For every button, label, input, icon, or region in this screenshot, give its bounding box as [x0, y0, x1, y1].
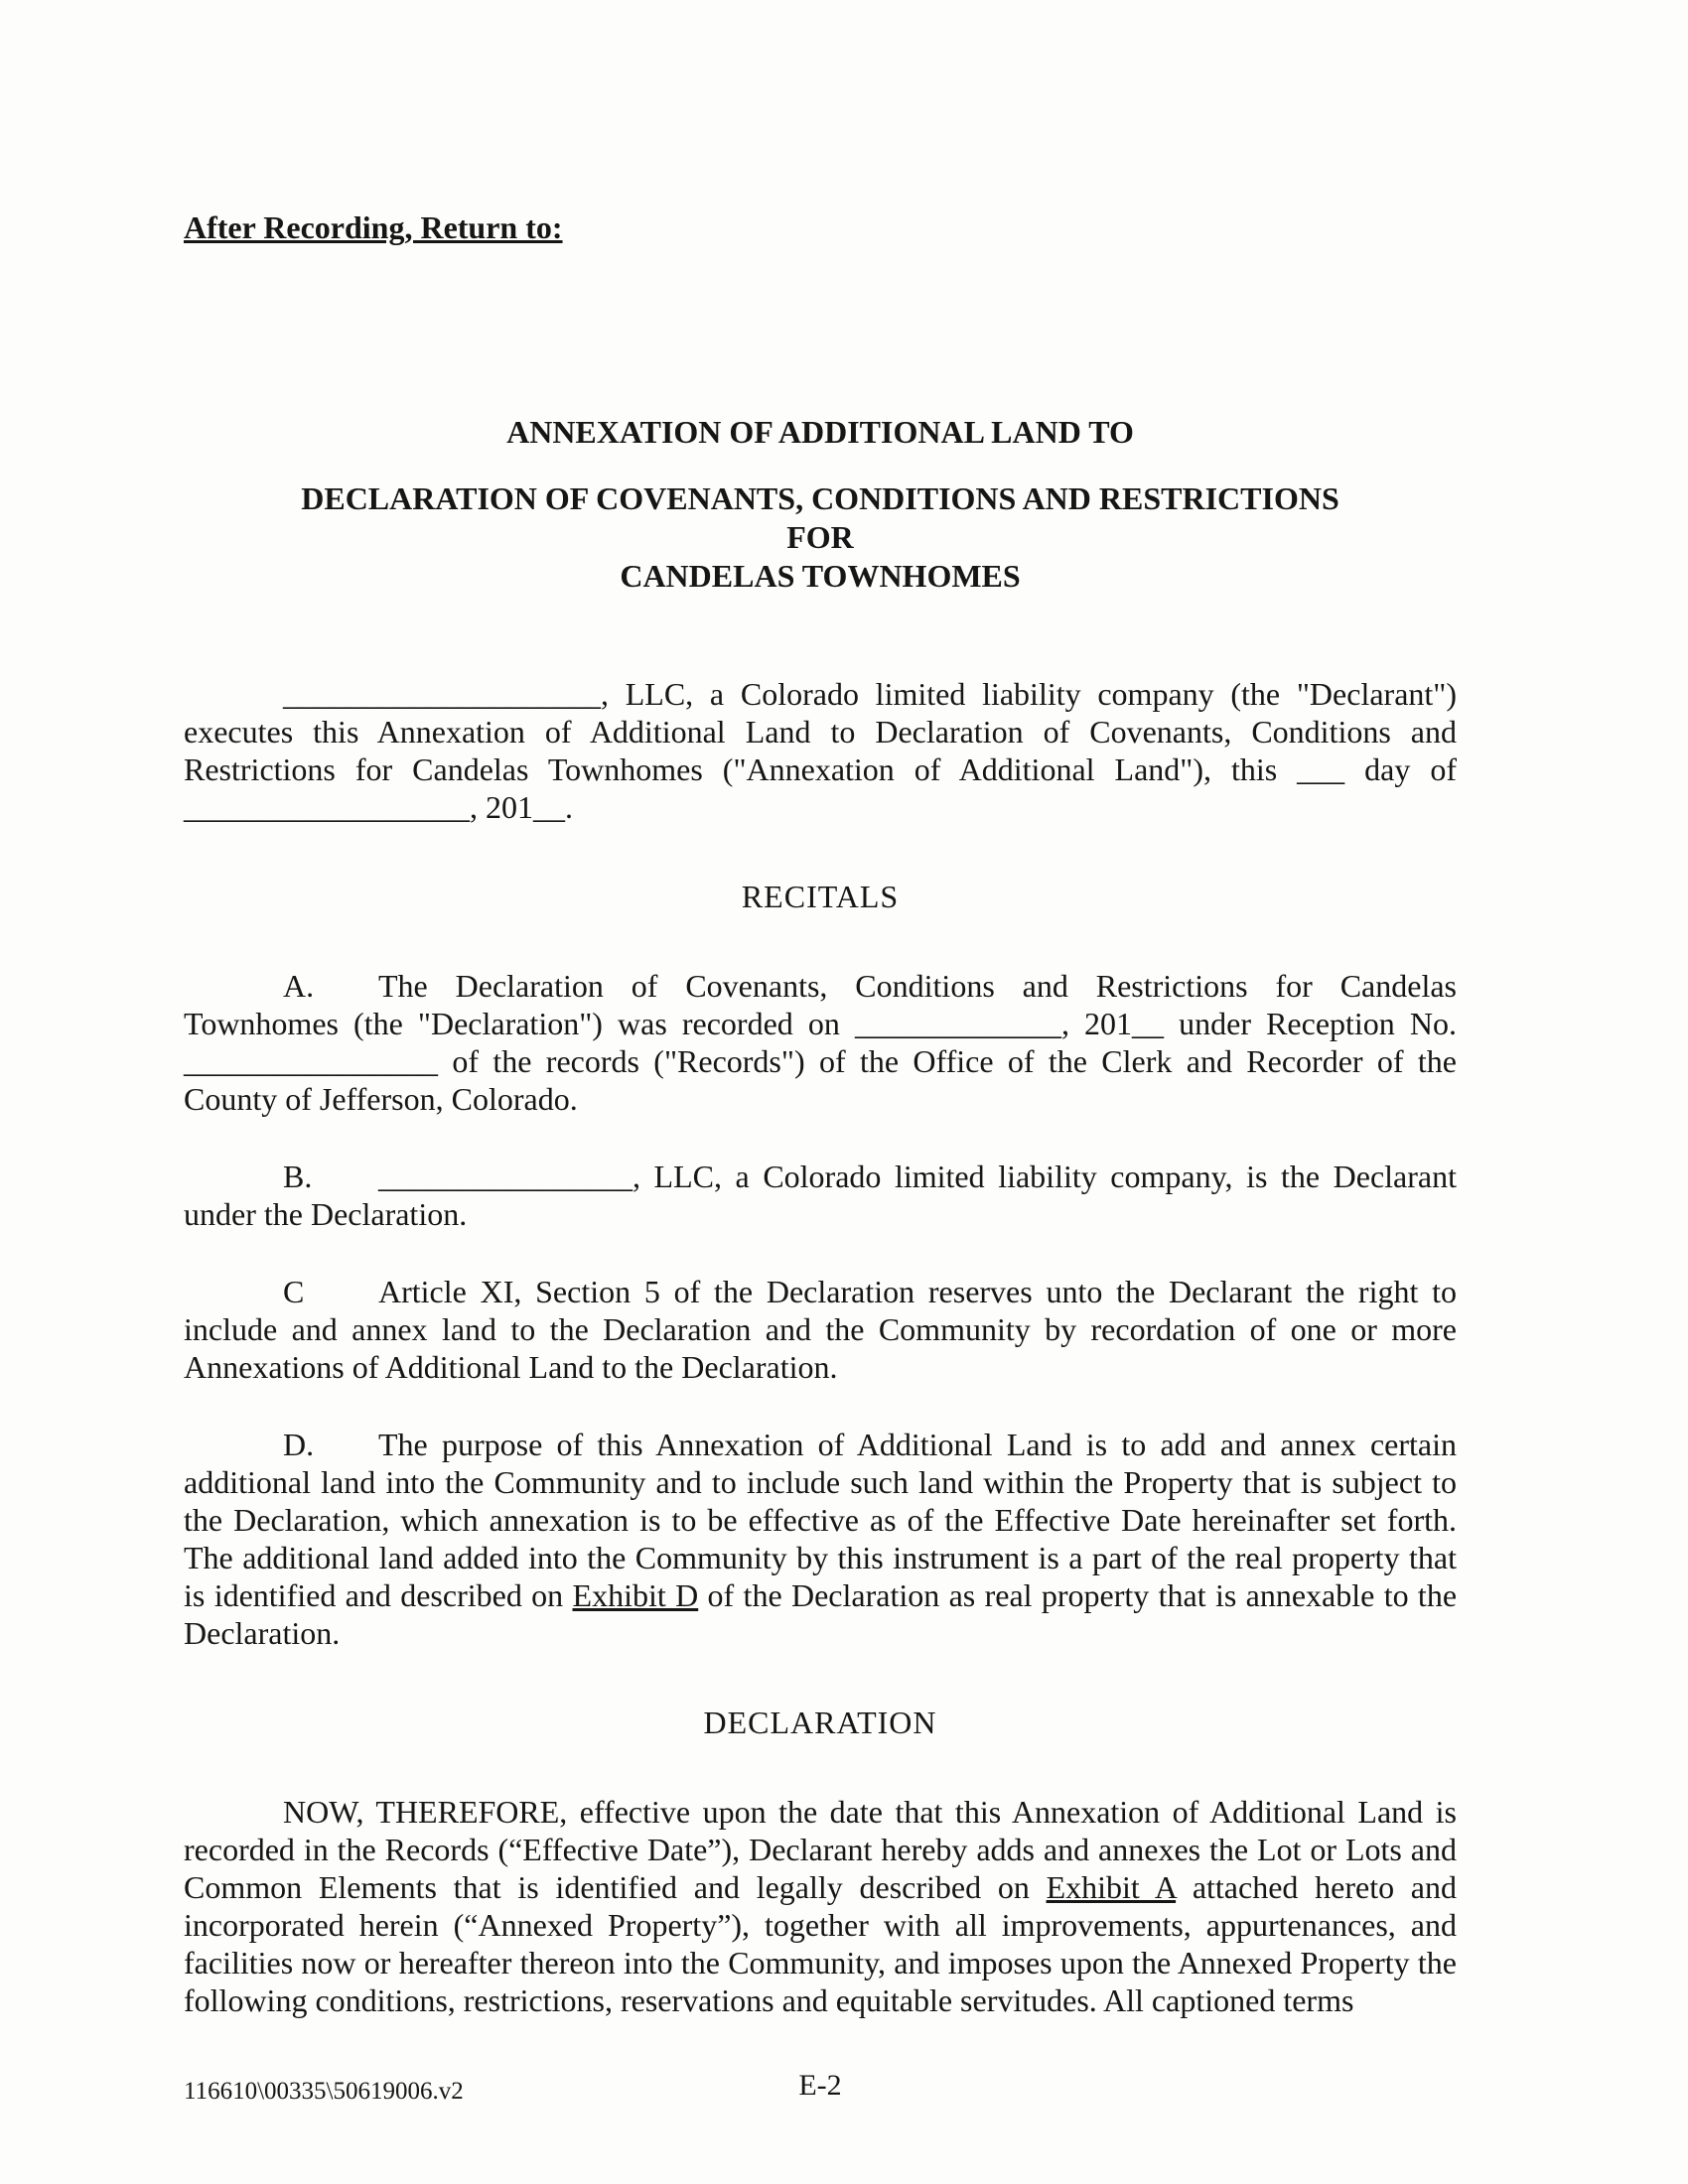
page-footer — [184, 2067, 1457, 2107]
document-reference-number: 116610\00335\50619006.v2 — [184, 2078, 464, 2105]
recital-a-text: The Declaration of Covenants, Conditions and Restrictions for Candelas Townhomes (the "Declaration") was recorded on _____________, 201__ under Reception No. ________________ of the records ("Records") of the Office of the Clerk and Recorder of the County of Jefferson, Colorado. — [184, 968, 1457, 1117]
title-line-candelas: CANDELAS TOWNHOMES — [620, 558, 1021, 594]
recital-c-text: Article XI, Section 5 of the Declaration reserves unto the Declarant the right to include and annex land to the Declaration and the Community by recordation of one or more Annexations of Additional Land to the Declaration. — [184, 1274, 1457, 1385]
after-recording-return-to-label: After Recording, Return to: — [184, 209, 563, 245]
declaration-text-after: attached hereto and incorporated herein (“Annexed Property”), together with all improvements, appurtenances, and facilities now or hereafter thereon into the Community, and imposes upon the Annexed Property the following conditions, restrictions, reservations and equitable servitudes. All captioned terms — [184, 1869, 1458, 2018]
declaration-exhibit-a-link-text: Exhibit A — [1046, 1869, 1177, 1905]
recital-d-label: D. — [283, 1427, 315, 1462]
recital-c — [184, 1273, 1457, 1386]
recital-d-exhibit-d-link-text: Exhibit D — [572, 1577, 699, 1613]
declaration-paragraph — [184, 1793, 1457, 2019]
recitals-heading: RECITALS — [741, 879, 900, 914]
title-line-for: FOR — [786, 519, 854, 555]
title-line-annexation: ANNEXATION OF ADDITIONAL LAND TO — [506, 414, 1134, 450]
recital-d — [184, 1426, 1457, 1652]
declaration-heading: DECLARATION — [703, 1705, 937, 1740]
intro-paragraph: ____________________, LLC, a Colorado limited liability company (the "Declarant") executes this Annexation of Additional Land to Declaration of Covenants, Conditions and Restrictions for Candelas Townhomes ("Annexation of Additional Land"), this ___ day of __________________, 201__. — [184, 676, 1457, 825]
document-title — [184, 413, 1457, 596]
recital-b-label: B. — [283, 1159, 313, 1194]
page-number: E-2 — [798, 2069, 842, 2102]
title-line-declaration: DECLARATION OF COVENANTS, CONDITIONS AND RESTRICTIONS — [301, 480, 1339, 516]
recital-a-label: A. — [283, 968, 315, 1004]
declaration-text: NOW, THEREFORE, effective upon the date that this Annexation of Additional Land is recorded in the Records (“Effective Date”), Declarant hereby adds and annexes the Lot or Lots and Common Elements that is identified and legally described on — [184, 1794, 1457, 1905]
recital-b — [184, 1158, 1457, 1233]
recital-b-text: ________________, LLC, a Colorado limited liability company, is the Declarant under the Declaration. — [184, 1159, 1457, 1232]
recital-d-text-after: of the Declaration as real property that is annexable to the Declaration. — [184, 1577, 1458, 1651]
recital-c-label: C — [283, 1274, 305, 1309]
recital-a — [184, 967, 1457, 1118]
recital-d-text: The purpose of this Annexation of Additional Land is to add and annex certain additional land into the Community and to include such land within the Property that is subject to the Declaration, which annexation is to be effective as of the Effective Date hereinafter set forth. The additional land added into the Community by this instrument is a part of the real property that is identified and described on — [184, 1427, 1457, 1613]
